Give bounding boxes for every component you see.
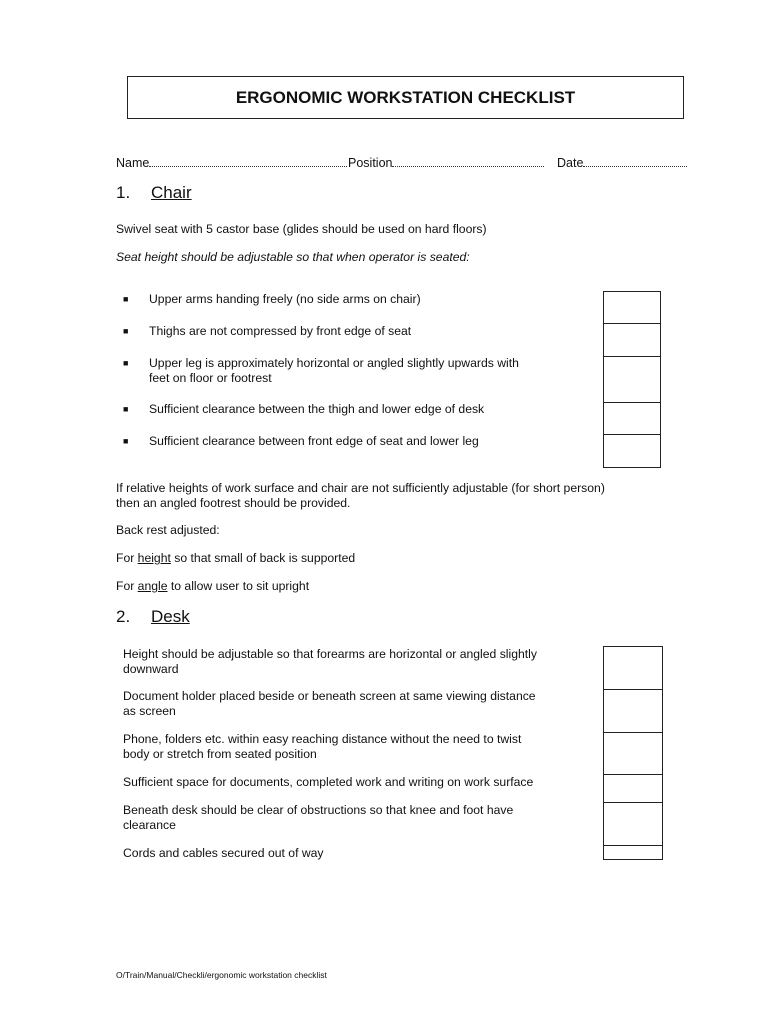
chair-item-1: Upper arms handing freely (no side arms on chair) xyxy=(149,292,421,306)
chair-checkbox-5[interactable] xyxy=(603,434,661,468)
date-field[interactable] xyxy=(557,154,687,170)
desk-checkbox-5[interactable] xyxy=(603,802,663,846)
seat-height-note: Seat height should be adjustable so that when operator is seated: xyxy=(116,250,470,264)
bullet-icon: ■ xyxy=(123,326,129,336)
desk-item-1: Height should be adjustable so that forearms are horizontal or angled slightly downward xyxy=(123,647,537,676)
desk-checkbox-2[interactable] xyxy=(603,689,663,733)
relative-heights-note: If relative heights of work surface and chair are not sufficiently adjustable (for short person) then an angled footrest should be provided. xyxy=(116,481,605,510)
angle-line: For angle to allow user to sit upright xyxy=(116,579,310,593)
desk-checkbox-3[interactable] xyxy=(603,732,663,775)
name-field[interactable] xyxy=(116,154,347,170)
desk-item-6: Cords and cables secured out of way xyxy=(123,846,324,860)
chair-checkbox-2[interactable] xyxy=(603,323,661,357)
section-1-heading: Chair xyxy=(151,183,192,202)
chair-item-4: Sufficient clearance between the thigh and lower edge of desk xyxy=(149,402,485,416)
section-1-number: 1. xyxy=(116,183,131,202)
position-line[interactable] xyxy=(392,154,544,167)
desk-checkbox-4[interactable] xyxy=(603,774,663,803)
chair-checkbox-4[interactable] xyxy=(603,402,661,435)
bullet-icon: ■ xyxy=(123,358,129,368)
section-2-heading: Desk xyxy=(151,607,190,626)
footer-path: O/Train/Manual/Checkli/ergonomic workstation checklist xyxy=(116,970,327,980)
date-line[interactable] xyxy=(583,154,687,167)
desk-item-4: Sufficient space for documents, completed work and writing on work surface xyxy=(123,775,534,789)
desk-checkbox-1[interactable] xyxy=(603,646,663,690)
chair-checkbox-1[interactable] xyxy=(603,291,661,324)
desk-item-3: Phone, folders etc. within easy reaching distance without the need to twist body or stretch from seated position xyxy=(123,732,522,761)
section-2-number: 2. xyxy=(116,607,131,626)
chair-intro: Swivel seat with 5 castor base (glides should be used on hard floors) xyxy=(116,222,487,236)
bullet-icon: ■ xyxy=(123,294,129,304)
chair-item-3: Upper leg is approximately horizontal or angled slightly upwards with feet on floor or footrest xyxy=(149,356,519,385)
chair-checkbox-3[interactable] xyxy=(603,356,661,403)
chair-item-2: Thighs are not compressed by front edge of seat xyxy=(149,324,412,338)
chair-item-5: Sufficient clearance between front edge of seat and lower leg xyxy=(149,434,479,448)
position-label: Position xyxy=(348,156,393,170)
desk-item-2: Document holder placed beside or beneath screen at same viewing distance as screen xyxy=(123,689,536,718)
bullet-icon: ■ xyxy=(123,404,129,414)
document-title: ERGONOMIC WORKSTATION CHECKLIST xyxy=(235,88,576,107)
height-line: For height so that small of back is supported xyxy=(116,551,356,565)
name-line[interactable] xyxy=(149,154,347,167)
name-label: Name xyxy=(116,156,150,170)
back-rest-label: Back rest adjusted: xyxy=(116,523,220,537)
position-field[interactable] xyxy=(348,154,544,170)
bullet-icon: ■ xyxy=(123,436,129,446)
title-box xyxy=(127,76,684,119)
date-label: Date xyxy=(557,156,584,170)
desk-checkbox-6[interactable] xyxy=(603,845,663,860)
desk-item-5: Beneath desk should be clear of obstructions so that knee and foot have clearance xyxy=(123,803,514,832)
